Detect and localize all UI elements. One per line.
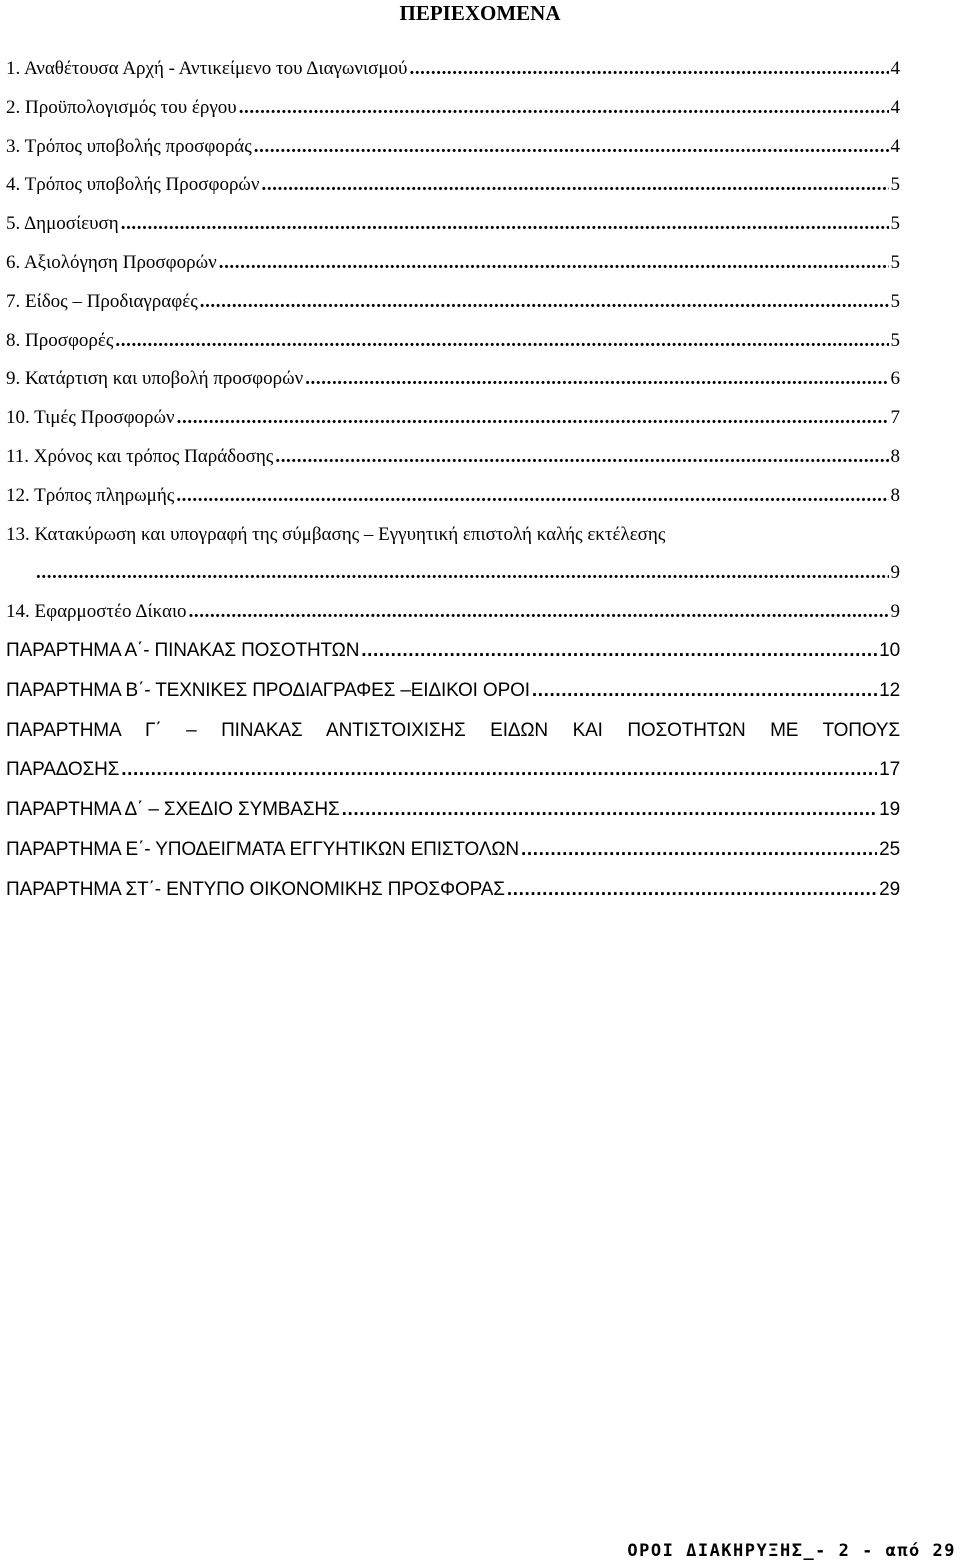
toc-entry-title: 7. Είδος – Προδιαγραφές (6, 290, 198, 312)
toc-entry-title: ΠΑΡΑΡΤΗΜΑ Γ΄ – ΠΙΝΑΚΑΣ ΑΝΤΙΣΤΟΙΧΙΣΗΣ ΕΙΔΩΝ ΚΑΙ ΠΟΣΟΤΗΤΩΝ ΜΕ ΤΟΠΟΥΣ (6, 719, 900, 741)
toc-entry-title: 11. Χρόνος και τρόπος Παράδοσης (6, 445, 274, 467)
toc-entry-title: 3. Τρόπος υποβολής προσφοράς (6, 135, 252, 157)
toc-leader-dots (189, 599, 889, 625)
toc-entry-page: 4 (890, 96, 900, 118)
toc-entry-page: 4 (890, 58, 900, 79)
toc-annex-d[interactable] (6, 797, 900, 837)
toc-entry-page: 6 (890, 368, 900, 390)
toc-entry-page: 8 (890, 445, 900, 467)
toc-entry-12[interactable] (6, 483, 900, 522)
toc-entry-title: 13. Κατακύρωση και υπογραφή της σύμβασης – Εγγυητική επιστολή καλής εκτέλεσης (6, 523, 666, 545)
toc-entry-11[interactable] (6, 444, 900, 483)
toc-entry-title: 1. Αναθέτουσα Αρχή - Αντικείμενο του Διαγωνισμού (6, 58, 408, 79)
toc-leader-dots (115, 328, 888, 354)
toc-entry-page: 10 (879, 639, 900, 661)
toc-entry-page: 12 (879, 679, 900, 701)
toc-entry-6[interactable] (6, 250, 900, 289)
toc-leader-dots (254, 134, 889, 160)
toc-entry-title: ΠΑΡΑΔΟΣΗΣ (6, 759, 120, 781)
toc-leader-dots (176, 483, 888, 509)
toc-entry-8[interactable] (6, 328, 900, 367)
toc-leader-dots (36, 560, 889, 586)
toc-entry-page: 5 (890, 329, 900, 351)
toc-entry-title: ΠΑΡΑΡΤΗΜΑ ΣΤ΄- ΕΝΤΥΠΟ ΟΙΚΟΝΟΜΙΚΗΣ ΠΡΟΣΦΟΡΑΣ (6, 878, 505, 900)
toc-leader-dots (409, 56, 888, 82)
toc-leader-dots (507, 877, 877, 903)
toc-entry-page: 9 (890, 601, 900, 623)
toc-leader-dots (521, 837, 877, 863)
toc-entry-3[interactable] (6, 134, 900, 173)
toc-entry-title: ΠΑΡΑΡΤΗΜΑ Α΄- ΠΙΝΑΚΑΣ ΠΟΣΟΤΗΤΩΝ (6, 639, 360, 661)
toc-entry-title: 5. Δημοσίευση (6, 213, 119, 235)
toc-entry-title: ΠΑΡΑΡΤΗΜΑ Δ΄ – ΣΧΕΔΙΟ ΣΥΜΒΑΣΗΣ (6, 799, 340, 821)
toc-leader-dots (200, 289, 889, 315)
toc-entry-page: 17 (879, 759, 900, 781)
toc-entry-4[interactable] (6, 172, 900, 211)
toc-leader-dots (305, 366, 888, 392)
page-title: ΠΕΡΙΕΧΟΜΕΝΑ (399, 1, 561, 25)
toc-entry-title: 14. Εφαρμοστέο Δίκαιο (6, 601, 187, 623)
toc-entry-title: 6. Αξιολόγηση Προσφορών (6, 251, 217, 273)
toc-entry-13[interactable] (6, 522, 900, 561)
toc-leader-dots (275, 444, 888, 470)
toc-leader-dots (532, 678, 877, 704)
toc-entry-14[interactable] (6, 599, 900, 638)
toc-annex-a[interactable] (6, 638, 900, 678)
toc-entry-title: 10. Τιμές Προσφορών (6, 407, 175, 429)
toc-entry-13-continuation[interactable] (6, 560, 900, 599)
toc-leader-dots (262, 172, 889, 198)
toc-entry-title: ΠΑΡΑΡΤΗΜΑ Β΄- ΤΕΧΝΙΚΕΣ ΠΡΟΔΙΑΓΡΑΦΕΣ –ΕΙΔΙΚΟΙ ΟΡΟΙ (6, 679, 530, 701)
toc-entry-page: 8 (890, 484, 900, 506)
toc-entry-title: 4. Τρόπος υποβολής Προσφορών (6, 174, 260, 196)
toc-entry-page: 7 (890, 407, 900, 429)
toc-leader-dots (361, 638, 877, 664)
toc-leader-dots (239, 95, 889, 121)
toc-entry-page: 4 (890, 135, 900, 157)
toc-leader-dots (342, 797, 878, 823)
toc-entry-1[interactable] (6, 56, 900, 95)
toc-annex-b[interactable] (6, 678, 900, 718)
toc-entry-page: 19 (879, 799, 900, 821)
toc-annex-c[interactable] (6, 718, 900, 758)
toc-entry-page: 9 (890, 562, 900, 584)
table-of-contents (6, 56, 900, 917)
toc-leader-dots (177, 405, 889, 431)
toc-entry-page: 5 (890, 251, 900, 273)
toc-entry-title: ΠΑΡΑΡΤΗΜΑ Ε΄- ΥΠΟΔΕΙΓΜΑΤΑ ΕΓΓΥΗΤΙΚΩΝ ΕΠΙΣΤΟΛΩΝ (6, 838, 519, 860)
toc-entry-page: 25 (879, 838, 900, 860)
toc-entry-page: 5 (890, 290, 900, 312)
toc-entry-title: 12. Τρόπος πληρωμής (6, 484, 175, 506)
toc-entry-title: 2. Προϋπολογισμός του έργου (6, 96, 237, 118)
page-footer: ΟΡΟΙ ΔΙΑΚΗΡΥΞΗΣ_- 2 - από 29 (627, 1541, 956, 1561)
toc-entry-9[interactable] (6, 366, 900, 405)
toc-annex-c-continuation[interactable] (6, 757, 900, 797)
toc-leader-dots (121, 211, 889, 237)
toc-entry-page: 29 (879, 878, 900, 900)
toc-annex-st[interactable] (6, 877, 900, 917)
toc-entry-5[interactable] (6, 211, 900, 250)
toc-leader-dots (121, 757, 877, 783)
toc-entry-7[interactable] (6, 289, 900, 328)
toc-annex-e[interactable] (6, 837, 900, 877)
toc-entry-page: 5 (890, 174, 900, 196)
toc-entry-title: 8. Προσφορές (6, 329, 114, 351)
toc-entry-2[interactable] (6, 95, 900, 134)
toc-entry-page: 5 (890, 213, 900, 235)
toc-entry-title: 9. Κατάρτιση και υποβολή προσφορών (6, 368, 304, 390)
toc-entry-10[interactable] (6, 405, 900, 444)
toc-leader-dots (219, 250, 889, 276)
